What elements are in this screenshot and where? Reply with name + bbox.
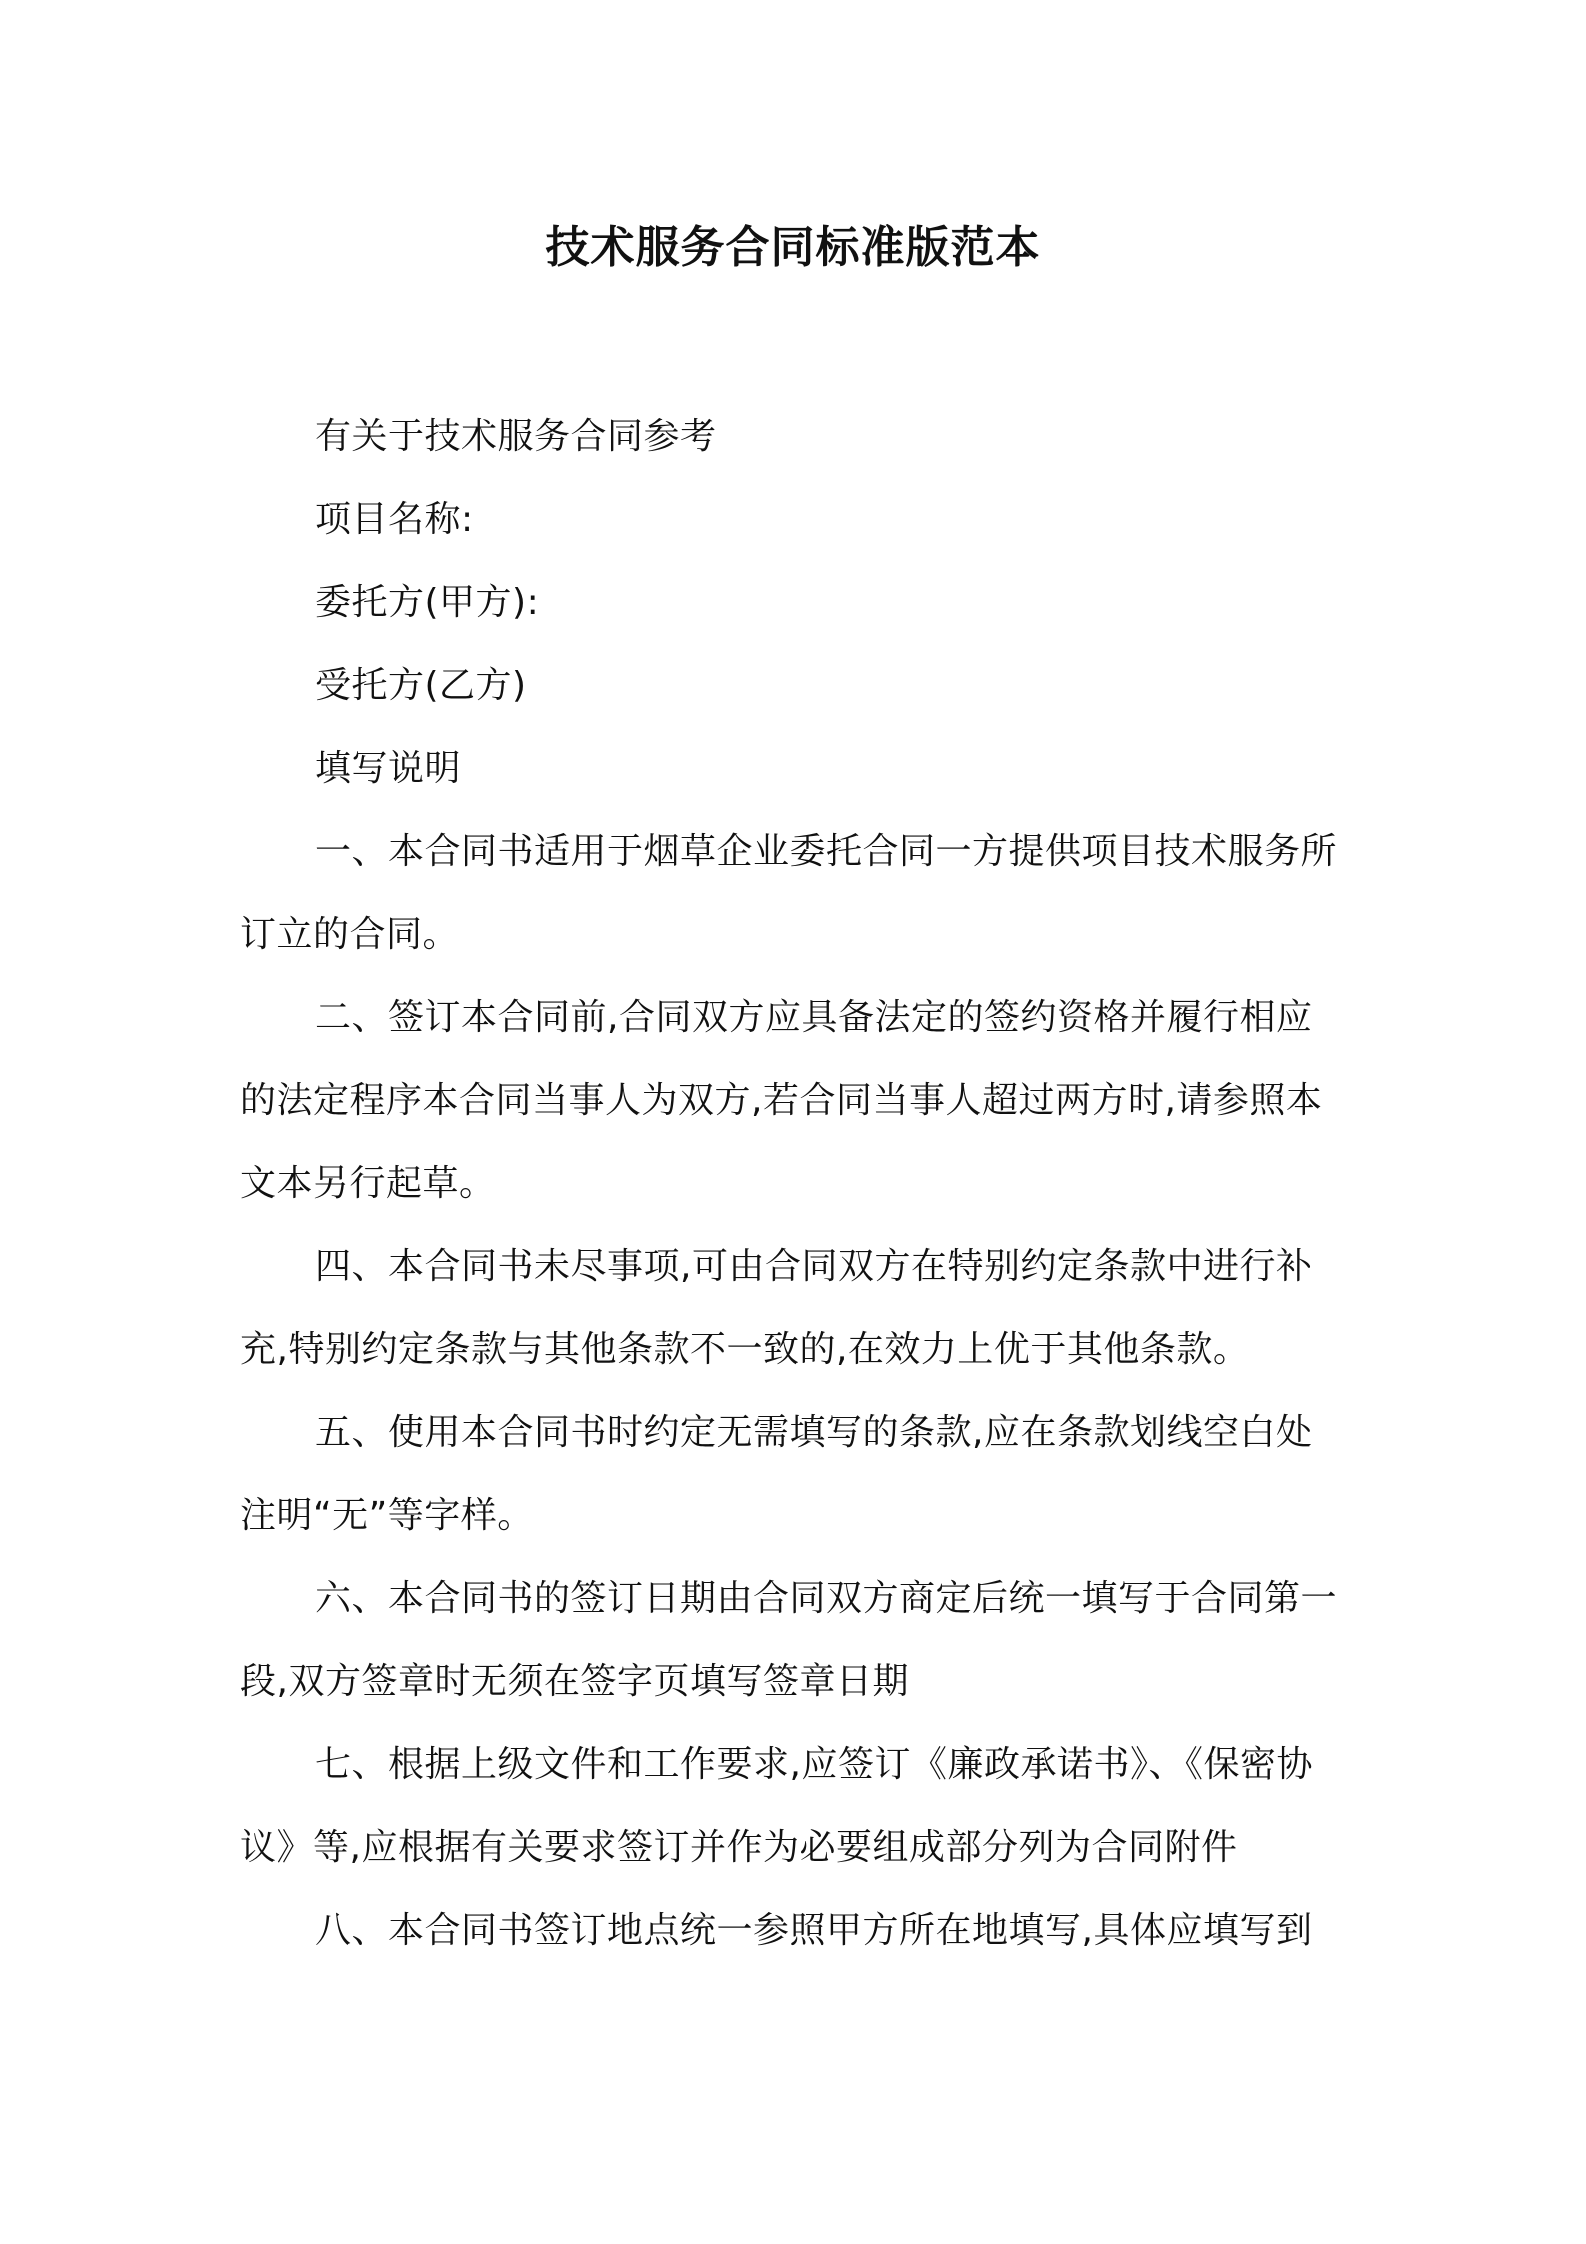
document-title: 技术服务合同标准版范本: [545, 222, 1041, 273]
header-line-instructions: 填写说明: [315, 748, 462, 789]
header-line-contractor: 受托方(乙方): [315, 665, 527, 706]
header-line-project-name: 项目名称:: [315, 499, 474, 540]
clause-4-line-1: 四、本合同书未尽事项,可由合同双方在特别约定条款中进行补: [315, 1246, 1313, 1287]
clause-6-line-1: 六、本合同书的签订日期由合同双方商定后统一填写于合同第一: [315, 1578, 1338, 1619]
clause-4: [240, 1225, 1350, 1391]
document-body: [240, 395, 1350, 1972]
clause-7: [240, 1723, 1350, 1889]
clause-5-line-2: 注明“无”等字样。: [240, 1495, 534, 1536]
clause-5: [240, 1391, 1350, 1557]
clause-1: [240, 810, 1350, 976]
clause-2-line-1: 二、签订本合同前,合同双方应具备法定的签约资格并履行相应: [315, 997, 1313, 1038]
header-line-reference: 有关于技术服务合同参考: [315, 416, 717, 457]
clause-2-line-3: 文本另行起草。: [240, 1163, 496, 1204]
clause-1-line-1: 一、本合同书适用于烟草企业委托合同一方提供项目技术服务所: [315, 831, 1338, 872]
clause-2: [240, 976, 1350, 1225]
clause-7-line-1: 七、根据上级文件和工作要求,应签订《廉政承诺书》、《保密协: [315, 1744, 1313, 1785]
clause-7-line-2: 议》等,应根据有关要求签订并作为必要组成部分列为合同附件: [240, 1827, 1238, 1868]
clause-6-line-2: 段,双方签章时无须在签字页填写签章日期: [240, 1661, 909, 1702]
clause-8-line-1: 八、本合同书签订地点统一参照甲方所在地填写,具体应填写到: [315, 1910, 1313, 1951]
clause-8: [240, 1889, 1350, 1972]
clause-5-line-1: 五、使用本合同书时约定无需填写的条款,应在条款划线空白处: [315, 1412, 1313, 1453]
clause-2-line-2: 的法定程序本合同当事人为双方,若合同当事人超过两方时,请参照本: [240, 1080, 1323, 1121]
clause-4-line-2: 充,特别约定条款与其他条款不一致的,在效力上优于其他条款。: [240, 1329, 1250, 1370]
header-line-client: 委托方(甲方):: [315, 582, 540, 623]
clause-6: [240, 1557, 1350, 1723]
clause-1-line-2: 订立的合同。: [240, 914, 460, 955]
